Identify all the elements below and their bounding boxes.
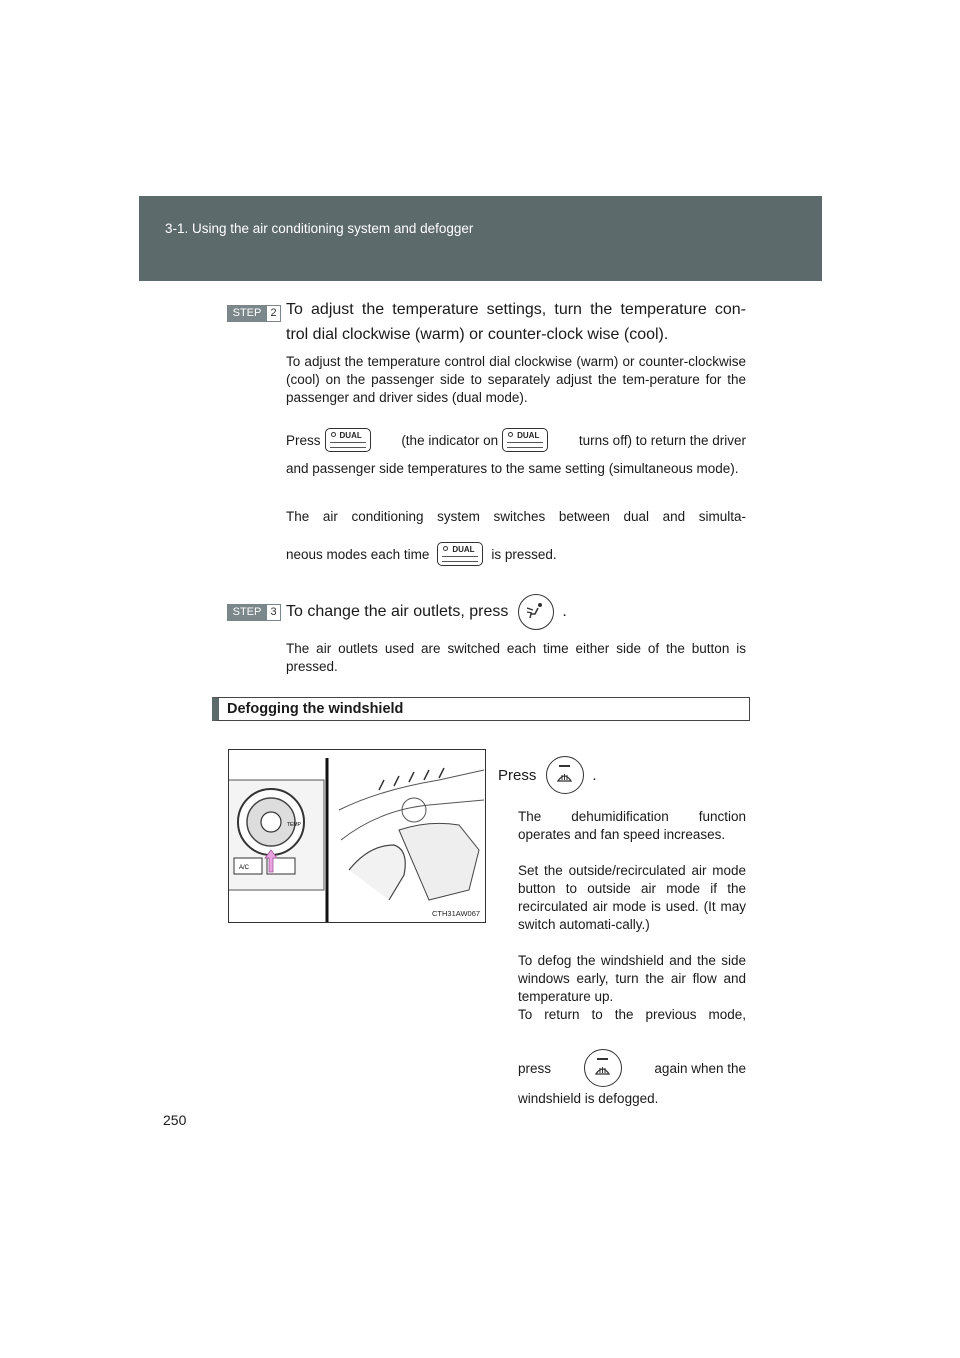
defog-paragraph-3: To defog the windshield and the side windows early, turn the air flow and temperature up. [518,953,746,1004]
defog-press-word: Press [498,766,537,784]
step-2-paragraph-1: To adjust the temperature control dial clockwise (warm) or counter-clockwise (cool) on the passenger side to separately adjust the tem-perature for the passenger and driver sides (dual mode). [286,354,746,405]
defog-paragraph-2: Set the outside/recirculated air mode button to outside air mode if the recirculated air mode is used. (It may switch automati-cally.) [518,863,746,932]
step-2-press-line [286,426,746,454]
dual-button-icon [437,542,483,566]
step-badge-label: STEP [228,605,266,620]
press-word: Press [286,432,321,448]
para3-text-b: is pressed. [491,546,557,562]
dual-button-icon [325,428,371,452]
front-defroster-button-icon [584,1049,622,1087]
section-header-defogging [212,697,750,721]
step-3-heading-text: To change the air outlets, press [286,603,509,620]
air-outlet-mode-button-icon [518,594,554,630]
step-2-paragraph-3-line2 [286,540,746,568]
step-3-heading-end: . [562,603,567,620]
step-2-badge [227,305,281,322]
defog-paragraph-6: windshield is defogged. [518,1091,659,1106]
dual-label: DUAL [339,431,362,440]
turns-off-text: turns off) to return the driver [578,432,746,448]
dual-label: DUAL [452,545,475,554]
step-2-heading-line1: To adjust the temperature settings, turn the temperature con- [286,301,746,318]
indicator-text: (the indicator on [401,432,499,448]
step-2-paragraph-3-line1: The air conditioning system switches between dual and simulta- [286,509,746,524]
step-2-paragraph-2: and passenger side temperatures to the same setting (simultaneous mode). [286,461,739,476]
defog-again-text: again when the [654,1060,746,1076]
defog-press-line [498,755,748,795]
section-title: Defogging the windshield [227,701,404,717]
page-number: 250 [163,1112,187,1128]
chapter-header-band [139,196,822,281]
dual-indicator-icon [502,428,548,452]
step-3-heading [286,592,746,632]
ac-label: A/C [239,865,250,871]
defog-paragraph-1: The dehumidification function operates and fan speed increases. [518,809,746,842]
step-badge-number: 3 [266,605,280,620]
dashboard-illustration [228,749,486,923]
para3-text-a: neous modes each time [286,546,430,562]
step-2-heading [286,297,746,347]
figure-code: CTH31AW067 [432,909,481,918]
step-3-paragraph-1: The air outlets used are switched each time either side of the button is pressed. [286,641,746,674]
defog-press-end: . [592,766,597,784]
defog-paragraph-5 [518,1048,746,1088]
defog-press-again: press [518,1060,552,1076]
chapter-title: 3-1. Using the air conditioning system and defogger [165,221,474,236]
dual-label: DUAL [517,431,540,440]
step-badge-label: STEP [228,306,266,321]
step-2-heading-line2: trol dial clockwise (warm) or counter-clock wise (cool). [286,326,669,343]
temp-label: TEMP [287,822,301,828]
step-badge-number: 2 [266,306,280,321]
step-3-badge [227,604,281,621]
front-defroster-button-icon [546,756,584,794]
defog-paragraph-4: To return to the previous mode, [518,1007,746,1022]
